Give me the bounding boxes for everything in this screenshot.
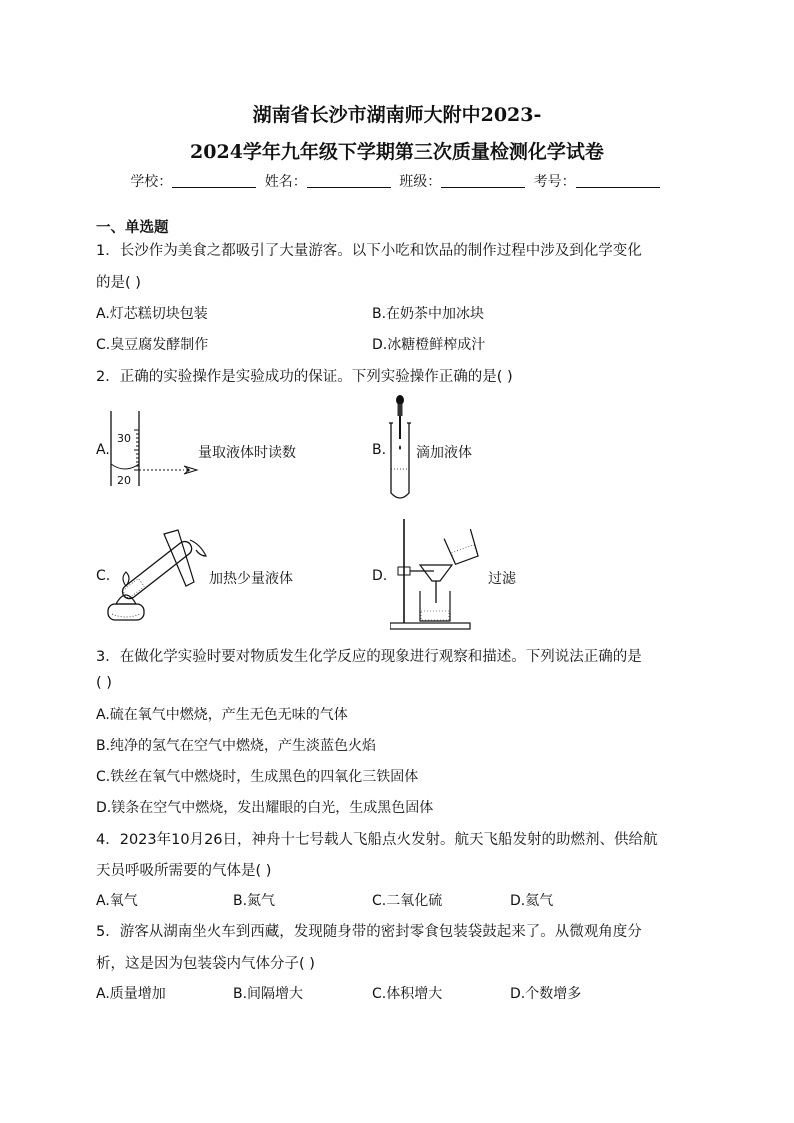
dropper-test-tube-figure bbox=[385, 393, 415, 505]
q1-option-a[interactable]: A.灯芯糕切块包装 bbox=[96, 306, 208, 322]
scale-label-20: 20 bbox=[117, 474, 131, 487]
school-blank[interactable] bbox=[172, 173, 256, 188]
student-info-row bbox=[0, 171, 794, 191]
q4-option-d[interactable]: D.氦气 bbox=[510, 893, 554, 909]
exam-title-line1: 湖南省长沙市湖南师大附中2023- bbox=[252, 104, 542, 126]
q3-option-d[interactable]: D.镁条在空气中燃烧，发出耀眼的白光，生成黑色固体 bbox=[96, 800, 434, 816]
class-label: 班级： bbox=[399, 174, 442, 190]
q2-stem: 2．正确的实验操作是实验成功的保证。下列实验操作正确的是( ) bbox=[96, 369, 513, 385]
q5-stem-line2: 析，这是因为包装袋内气体分子( ) bbox=[96, 956, 315, 972]
class-blank[interactable] bbox=[441, 173, 525, 188]
q4-option-b[interactable]: B.氮气 bbox=[233, 893, 276, 909]
q4-option-c[interactable]: C.二氧化硫 bbox=[372, 893, 443, 909]
q2-caption-c: 加热少量液体 bbox=[209, 571, 293, 587]
q5-stem-line1: 5．游客从湖南坐火车到西藏，发现随身带的密封零食包装袋鼓起来了。从微观角度分 bbox=[96, 924, 642, 940]
q4-stem-line1: 4．2023年10月26日，神舟十七号载人飞船点火发射。航天飞船发射的助燃剂、供给航 bbox=[96, 832, 658, 848]
section-heading: 一、单选题 bbox=[96, 220, 169, 236]
q1-stem-line2: 的是( ) bbox=[96, 275, 141, 291]
q5-option-c[interactable]: C.体积增大 bbox=[372, 986, 443, 1002]
q4-stem-line2: 天员呼吸所需要的气体是( ) bbox=[96, 863, 272, 879]
name-label: 姓名： bbox=[264, 174, 307, 190]
q2-option-b[interactable]: B. bbox=[372, 442, 387, 458]
q5-option-a[interactable]: A.质量增加 bbox=[96, 986, 166, 1002]
q5-option-d[interactable]: D.个数增多 bbox=[510, 986, 582, 1002]
exam-number-blank[interactable] bbox=[576, 173, 660, 188]
q2-option-a[interactable]: A. bbox=[96, 442, 110, 458]
q2-option-d[interactable]: D. bbox=[372, 568, 388, 584]
name-blank[interactable] bbox=[307, 173, 391, 188]
school-label: 学校： bbox=[130, 174, 173, 190]
q1-option-c[interactable]: C.臭豆腐发酵制作 bbox=[96, 337, 209, 353]
q3-option-a[interactable]: A.硫在氧气中燃烧，产生无色无味的气体 bbox=[96, 707, 348, 723]
q2-option-c[interactable]: C. bbox=[96, 568, 111, 584]
q1-option-b[interactable]: B.在奶茶中加冰块 bbox=[372, 306, 485, 322]
q1-option-d[interactable]: D.冰糖橙鲜榨成汁 bbox=[372, 337, 486, 353]
exam-title-line2: 2024学年九年级下学期第三次质量检测化学试卷 bbox=[190, 141, 604, 163]
q2-caption-d: 过滤 bbox=[488, 571, 516, 587]
q4-option-a[interactable]: A.氧气 bbox=[96, 893, 138, 909]
q3-stem-line1: 3．在做化学实验时要对物质发生化学反应的现象进行观察和描述。下列说法正确的是 bbox=[96, 649, 642, 665]
exam-number-label: 考号： bbox=[533, 174, 576, 190]
q2-caption-a: 量取液体时读数 bbox=[198, 445, 296, 461]
filtration-apparatus-figure bbox=[390, 515, 486, 631]
q3-stem-line2: ( ) bbox=[96, 675, 112, 691]
scale-label-30: 30 bbox=[117, 432, 131, 445]
q5-option-b[interactable]: B.间隔增大 bbox=[233, 986, 304, 1002]
q3-option-c[interactable]: C.铁丝在氧气中燃烧时，生成黑色的四氧化三铁固体 bbox=[96, 769, 419, 785]
q2-caption-b: 滴加液体 bbox=[416, 445, 472, 461]
q3-option-b[interactable]: B.纯净的氢气在空气中燃烧，产生淡蓝色火焰 bbox=[96, 738, 377, 754]
q1-stem-line1: 1．长沙作为美食之都吸引了大量游客。以下小吃和饮品的制作过程中涉及到化学变化 bbox=[96, 243, 642, 259]
heating-test-tube-figure bbox=[106, 522, 212, 628]
